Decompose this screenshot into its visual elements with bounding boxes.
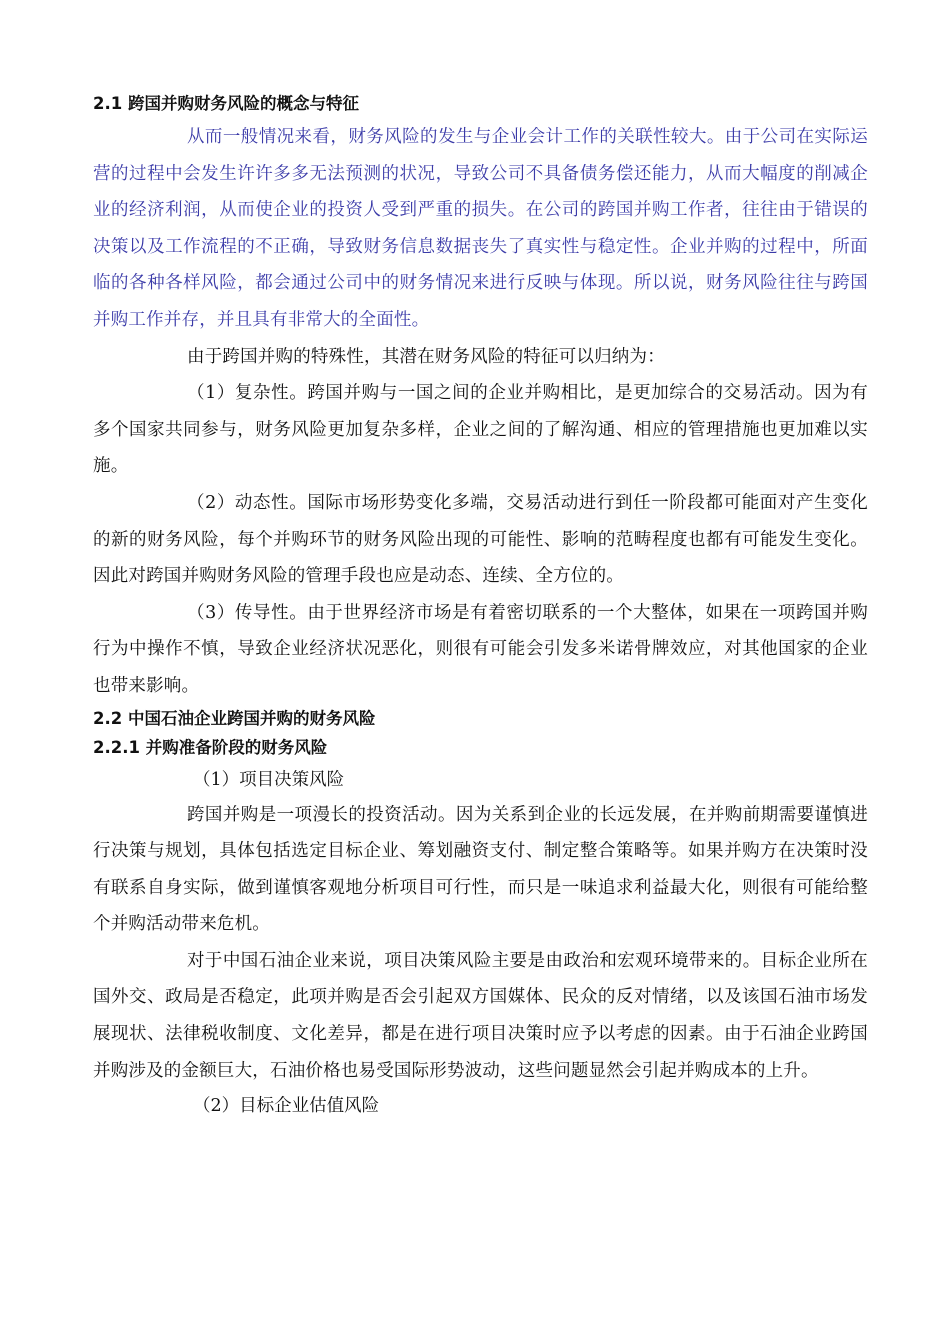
list-item-valuation-risk: （2）目标企业估值风险 bbox=[193, 1096, 380, 1117]
section-2-1-para-highlighted: 从而一般情况来看，财务风险的发生与企业会计工作的关联性较大。由于公司在实际运营的过程中会发生许许多多无法预测的状况，导致公司不具备债务偿还能力，从而大幅度的削减企业的经济利润，从而使企业的投资人受到严重的损失。在公司的跨国并购工作者，往往由于错误的决策以及工作流程的不正确，导致财务信息数据丧失了真实性与稳定性。企业并购的过程中，所面临的各种各样风险，都会通过公司中的财务情况来进行反映与体现。所以说，财务风险往往与跨国并购工作并存，并且具有非常大的全面性。 bbox=[93, 127, 868, 330]
section-2-1-para-complexity: （1）复杂性。跨国并购与一国之间的企业并购相比，是更加综合的交易活动。因为有多个国家共同参与，财务风险更加复杂多样，企业之间的了解沟通、相应的管理措施也更加难以实施。 bbox=[93, 383, 868, 477]
section-2-2-heading: 2.2 中国石油企业跨国并购的财务风险 bbox=[93, 708, 376, 728]
section-2-1-heading: 2.1 跨国并购财务风险的概念与特征 bbox=[93, 94, 359, 113]
section-2-2-1-heading: 2.2.1 并购准备阶段的财务风险 bbox=[93, 737, 328, 757]
list-item-project-decision-risk: （1）项目决策风险 bbox=[193, 769, 345, 790]
section-2-2-1-para-petroleum: 对于中国石油企业来说，项目决策风险主要是由政治和宏观环境带来的。目标企业所在国外交、政局是否稳定，此项并购是否会引起双方国媒体、民众的反对情绪，以及该国石油市场发展现状、法律税收制度、文化差异，都是在进行项目决策时应予以考虑的因素。由于石油企业跨国并购涉及的金额巨大，石油价格也易受国际形势波动，这些问题显然会引起并购成本的上升。 bbox=[93, 950, 868, 1081]
section-2-2-1-para-decision: 跨国并购是一项漫长的投资活动。因为关系到企业的长远发展，在并购前期需要谨慎进行决策与规划，具体包括选定目标企业、筹划融资支付、制定整合策略等。如果并购方在决策时没有联系自身实际，做到谨慎客观地分析项目可行性，而只是一味追求利益最大化，则很有可能给整个并购活动带来危机。 bbox=[93, 804, 868, 935]
section-2-1-para-dynamics: （2）动态性。国际市场形势变化多端，交易活动进行到任一阶段都可能面对产生变化的新的财务风险，每个并购环节的财务风险出现的可能性、影响的范畴程度也都有可能发生变化。因此对跨国并购财务风险的管理手段也应是动态、连续、全方位的。 bbox=[93, 492, 868, 587]
section-2-1-para-conductivity: （3）传导性。由于世界经济市场是有着密切联系的一个大整体，如果在一项跨国并购行为中操作不慎，导致企业经济状况恶化，则很有可能会引发多米诺骨牌效应，对其他国家的企业也带来影响。 bbox=[93, 602, 868, 696]
document-page bbox=[93, 90, 868, 1123]
section-2-1-para-characteristics-intro: 由于跨国并购的特殊性，其潜在财务风险的特征可以归纳为： bbox=[187, 346, 665, 367]
